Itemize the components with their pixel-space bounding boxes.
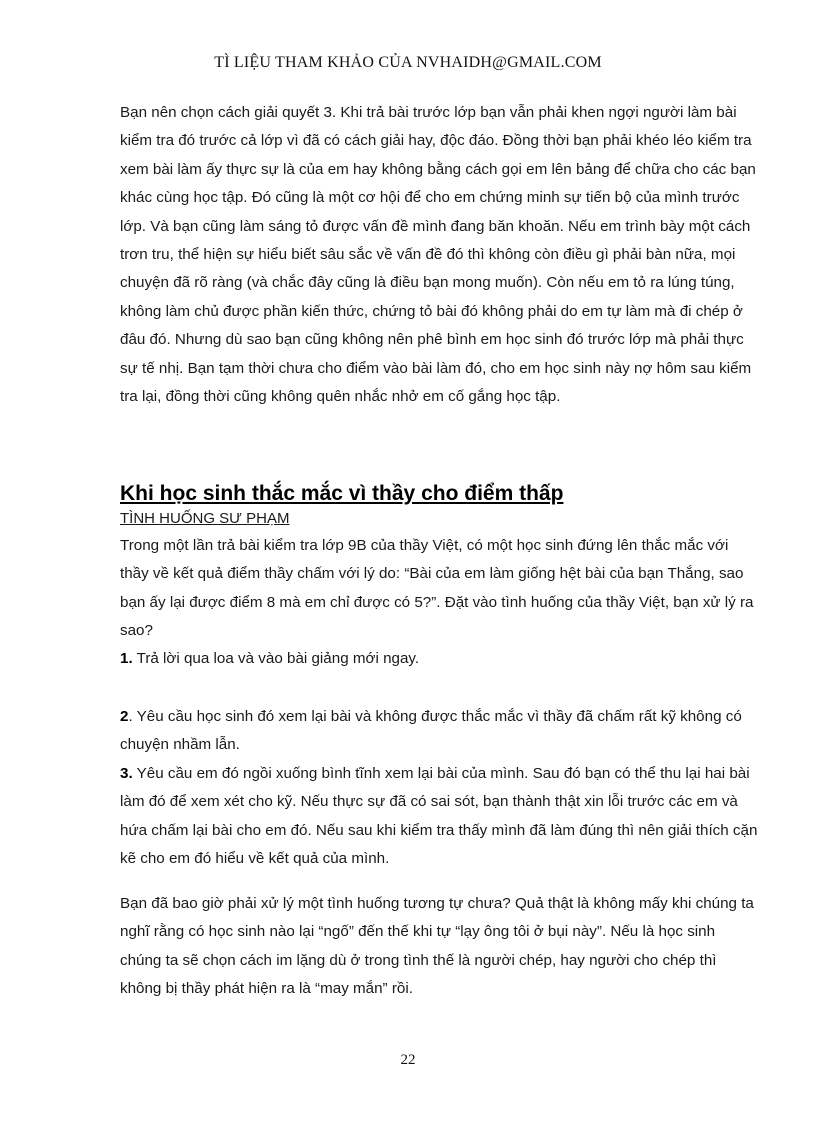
option-3 (120, 760, 760, 874)
option-1-text: Trả lời qua loa và vào bài giảng mới ngay. (132, 650, 420, 667)
option-2 (120, 703, 760, 760)
option-3-number: 3. (120, 765, 133, 782)
option-1 (120, 645, 760, 673)
page-header: TÌ LIỆU THAM KHẢO CỦA NVHAIDH@GMAIL.COM (214, 54, 602, 71)
section-subheading: TÌNH HUỐNG SƯ PHẠM (120, 510, 290, 527)
closing-paragraph: Bạn đã bao giờ phải xử lý một tình huống tương tự chưa? Quả thật là không mấy khi chúng ta nghĩ rằng có học sinh nào lại “ngố” đến thế khi tự “lạy ông tôi ở bụi này”. Nếu là học sinh chúng ta sẽ chọn cách im lặng dù ở trong tình thế là người chép, hay người cho chép thì không bị thầy phát hiện ra là “may mắn” rồi. (120, 895, 754, 998)
option-2-number: 2 (120, 708, 129, 725)
page-number: 22 (400, 1052, 416, 1068)
option-3-text: Yêu cầu em đó ngồi xuống bình tĩnh xem lại bài của mình. Sau đó bạn có thể thu lại hai bài làm đó để xem xét cho kỹ. Nếu thực sự đã có sai sót, bạn thành thật xin lỗi trước các em và hứa chấm lại bài cho em đó. Nếu sau khi kiểm tra thấy mình đã làm đúng thì nên giải thích cặn kẽ cho em đó hiểu về kết quả của mình. (120, 765, 758, 868)
option-1-number: 1. (120, 650, 133, 667)
paragraph-solution: Bạn nên chọn cách giải quyết 3. Khi trả bài trước lớp bạn vẫn phải khen ngợi người làm bài kiểm tra đó trước cả lớp vì đã có cách giải hay, độc đáo. Đồng thời bạn phải khéo léo kiểm tra xem bài làm ấy thực sự là của em hay không bằng cách gọi em lên bảng để chữa cho các bạn khác cùng học tập. Đó cũng là một cơ hội để cho em chứng minh sự tiến bộ của mình trước lớp. Và bạn cũng làm sáng tỏ được vấn đề mình đang băn khoăn. Nếu em trình bày một cách trơn tru, thể hiện sự hiểu biết sâu sắc về vấn đề đó thì không còn điều gì phải bàn nữa, mọi chuyện đã rõ ràng (và chắc đây cũng là điều bạn mong muốn). Còn nếu em tỏ ra lúng túng, không làm chủ được phần kiến thức, chứng tỏ bài đó không phải do em tự làm mà đi chép ở đâu đó. Nhưng dù sao bạn cũng không nên phê bình em học sinh đó trước lớp mà phải thực sự tế nhị. Bạn tạm thời chưa cho điểm vào bài làm đó, cho em học sinh này nợ hôm sau kiểm tra lại, đồng thời cũng không quên nhắc nhở em cố gắng học tập. (120, 104, 756, 406)
option-2-text: . Yêu cầu học sinh đó xem lại bài và không được thắc mắc vì thầy đã chấm rất kỹ không có chuyện nhầm lẫn. (120, 708, 742, 754)
section-heading: Khi học sinh thắc mắc vì thầy cho điểm thấp (120, 482, 564, 505)
situation-paragraph: Trong một lần trả bài kiểm tra lớp 9B của thầy Việt, có một học sinh đứng lên thắc mắc với thầy về kết quả điểm thầy chấm với lý do: “Bài của em làm giống hệt bài của bạn Thắng, sao bạn ấy lại được điểm 8 mà em chỉ được có 5?”. Đặt vào tình huống của thầy Việt, bạn xử lý ra sao? (120, 537, 754, 640)
